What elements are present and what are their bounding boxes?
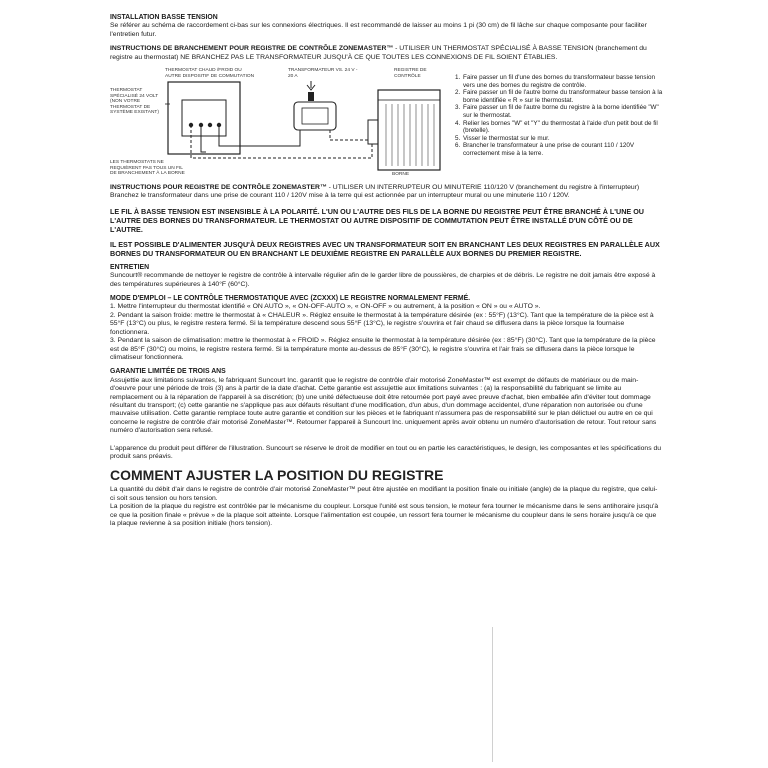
maintenance-title: ENTRETIEN bbox=[110, 263, 150, 271]
wiring-step: 5. Visser le thermostat sur le mur. bbox=[455, 134, 550, 142]
register-motor bbox=[368, 120, 378, 144]
branch-text: - UTILISER UN THERMOSTAT SPÉCIALISÉ À BASSE TENSION (branchement du registre au thermostat) NE BRANCHEZ PAS LE TRANSFORMATEUR JUSQU'À CE QUE TOUTES LES CONNEXIONS DE FIL SOIENT ÉTABLIES. bbox=[110, 45, 647, 61]
branch-paragraph bbox=[110, 45, 662, 62]
wiring-step: 1. Faire passer un fil d'une des bornes du transformateur basse tension vers une des bornes du registre de contrôle. bbox=[455, 74, 655, 89]
warranty-title: GARANTIE LIMITÉE DE TROIS ANS bbox=[110, 368, 226, 376]
wiring-step: 3. Faire passer un fil de l'autre borne du registre à la borne identifiée "W" sur le thermostat. bbox=[455, 104, 659, 119]
adjust-paragraph-2: La position de la plaque du registre est contrôlée par le mécanisme du coupleur. Lorsque l'unité est sous tension, le moteur fera tourner le mécanisme dans le sens antihoraire jusqu'à ce que la position finale « prévue » de la plaque soit atteinte. Lorsque l'alimentation est coupée, un ressort fera tourner le mécanisme du coupleur dans le sens horaire jusqu'à ce que la plaque revienne à sa position initiale (hors tension). bbox=[110, 503, 659, 527]
install-text: Se référer au schéma de raccordement ci-bas sur les connexions électriques. Il est recommandé de laisser au moins 1 pi (30 cm) de fil lâche sur chaque composante pour faciliter l'entretien futur. bbox=[110, 22, 647, 38]
polarity-notice: LE FIL À BASSE TENSION EST INSENSIBLE À LA POLARITÉ. L'UN OU L'AUTRE DES FILS DE LA BORNE DU REGISTRE PEUT ÊTRE BRANCHÉ À L'UNE OU L'AUTRE DES BORNES DU TRANSFORMATEUR. LE THERMOSTAT OU AUTRE DISPOSITIF DE COMMUTATION PEUT ÊTRE INSTALLÉ D'UN CÔTÉ OU DE L'AUTRE. bbox=[110, 206, 644, 234]
switch-paragraph bbox=[110, 184, 662, 201]
wiring-step: 2. Faire passer un fil de l'autre borne du transformateur basse tension à la borne identifiée « R » sur le thermostat. bbox=[455, 89, 663, 104]
dedicated-thermostat-note: THERMOSTAT SPÉCIALISÉ 24 VOLT (NON VOTRE THERMOSTAT DE SYSTÈME EXISTANT) bbox=[110, 88, 159, 116]
transformer-face bbox=[302, 108, 328, 124]
wires bbox=[191, 125, 372, 158]
transformer-label: TRANSFORMATEUR VS. 24 V - 20 A bbox=[288, 68, 358, 79]
mode-item: 3. Pendant la saison de climatisation: mettre le thermostat à « FROID ». Réglez ensuite le thermostat à la température désirée (ex : 85°F) (30°C). Tant que la température de la pièce est de 85°F (30°C) ou moins, le registre restera fermé. Si la température monte au-dessus de 85°F (30°C), le registre s'ouvrira et l'air frais se diffusera dans la pièce lorsque le climatiseur fonctionnera. bbox=[110, 337, 656, 361]
wiring-steps bbox=[455, 74, 665, 158]
thermostat-label: THERMOSTAT CHAUD /FROID OU AUTRE DISPOSITIF DE COMMUTATION bbox=[165, 68, 255, 79]
register-fins bbox=[386, 104, 434, 166]
plug-arrow-icon bbox=[307, 81, 315, 90]
register-label: REGISTRE DE CONTRÔLE bbox=[394, 68, 427, 79]
mode-item: 2. Pendant la saison froide: mettre le thermostat à « CHALEUR ». Réglez ensuite le thermostat à la température désirée (ex : 55°F) (13°C). Tant que la température de la pièce est à 55°F (13°C) ou plus, le registre restera fermé. Si la température descend sous 55°F (13°C), le registre s'ouvrira et l'air chaud se diffusera dans la pièce lorsque la fournaise fonctionnera. bbox=[110, 311, 654, 336]
transformer-plug bbox=[308, 92, 314, 101]
switch-title: INSTRUCTIONS POUR REGISTRE DE CONTRÔLE ZONEMASTER™ bbox=[110, 184, 327, 192]
register-body bbox=[378, 90, 440, 170]
disclaimer-text: L'apparence du produit peut différer de l'illustration. Suncourt se réserve le droit de modifier en tout ou en partie les caractéristiques, le design, les composantes et les spécifications du produit sans préavis. bbox=[110, 444, 662, 460]
wiring-step: 4. Relier les bornes "W" et "Y" du thermostat à l'aide d'un petit bout de fil (bretelle). bbox=[455, 119, 658, 135]
mode-title: MODE D'EMPLOI – LE CONTRÔLE THERMOSTATIQUE AVEC (ZCXXX) LE REGISTRE NORMALEMENT FERMÉ. bbox=[110, 295, 471, 303]
jumper-note: LES THERMOSTATS NE REQUIÈRENT PAS TOUS UN FIL DE BRANCHEMENT À LA BORNE bbox=[110, 160, 185, 177]
adjust-paragraph-1: La quantité du débit d'air dans le registre de contrôle d'air motorisé ZoneMaster™ peut être ajustée en modifiant la position finale ou initiale (angle) de la plaque du registre, que celui-ci soit sous tension ou hors tension. bbox=[110, 486, 658, 502]
maintenance-text: Suncourt® recommande de nettoyer le registre de contrôle à intervalle régulier afin de le garder libre de poussières, de charpies et de débris. Le registre ne doit jamais être exposé à des températures supérieures à 140°F (60°C). bbox=[110, 272, 656, 288]
terminal-c bbox=[208, 123, 212, 127]
wiring-diagram-graphic bbox=[110, 68, 455, 178]
two-registers-notice: IL EST POSSIBLE D'ALIMENTER JUSQU'À DEUX REGISTRES AVEC UN TRANSFORMATEUR SOIT EN BRANCHANT LES DEUX REGISTRES EN PARALLÈLE AUX BORNES DU TRANSFORMATEUR OU EN BRANCHANT LE DEUXIÈME REGISTRE EN PARALLÈLE AUX BORNES DU PREMIER REGISTRE. bbox=[110, 239, 660, 258]
wiring-step: 6. Brancher le transformateur à une prise de courant 110 / 120V correctement mise à la terre. bbox=[455, 142, 635, 157]
warranty-text: Assujettie aux limitations suivantes, le fabriquant Suncourt Inc. garantit que le registre de contrôle d'air motorisé ZoneMaster™ est exempt de défauts de matériaux ou de main-d'oeuvre pour une période de trois (3) ans à partir de la date d'achat. Cette garantie est assujettie aux limitations suivantes : (a) la responsabilité du fabriquant se limite au remplacement ou à la réparation de l'appareil à sa discrétion; (b) une unité défectueuse doit être retournée port payé avec preuve d'achat, bien emballée afin d'éviter tout dommage résultant du transport; (c) cette garantie ne s'applique pas aux défauts résultant d'une modification, d'un abus, d'un dommage accidentel, d'une réparation non autorisée ou d'une mauvaise utilisation. Cette garantie remplace toute autre garantie et condition sur les pièces et le fabriquant n'assumera pas de responsabilité sur le plan délictuel ou autre en ce qui concerne le registre de contrôle d'air motorisé ZoneMaster™. Retourner l'appareil à Suncourt Inc. uniquement après avoir obtenu un numéro d'autorisation de retour. Tout retour sans numéro d'autorisation sera refusé. bbox=[110, 376, 657, 435]
adjust-title: COMMENT AJUSTER LA POSITION DU REGISTRE bbox=[110, 467, 444, 484]
mode-list bbox=[110, 303, 662, 362]
column-divider bbox=[492, 627, 493, 762]
install-title: INSTALLATION BASSE TENSION bbox=[110, 14, 218, 21]
register-top bbox=[378, 90, 440, 100]
manual-page bbox=[110, 14, 662, 528]
switch-text: - UTILISER UN INTERRUPTEUR OU MINUTERIE 110/120 V (branchement du registre à l'interrupteur) Branchez le transformateur dans une prise de courant 110 / 120V mise à la terre qui est actionnée par un interrupteur mural ou une minuterie 110 / 120V. bbox=[110, 184, 640, 200]
borne-label: BORNE bbox=[392, 172, 410, 178]
thermostat-box bbox=[168, 82, 240, 154]
wiring-diagram bbox=[110, 68, 662, 178]
branch-title: INSTRUCTIONS DE BRANCHEMENT POUR REGISTRE DE CONTRÔLE ZONEMASTER™ bbox=[110, 45, 394, 53]
transformer-body bbox=[294, 102, 336, 130]
mode-item: 1. Mettre l'interrupteur du thermostat identifié « ON AUTO », « ON-OFF-AUTO », « ON-OFF » ou autrement, à la position « ON » ou « AUTO ». bbox=[110, 303, 541, 311]
